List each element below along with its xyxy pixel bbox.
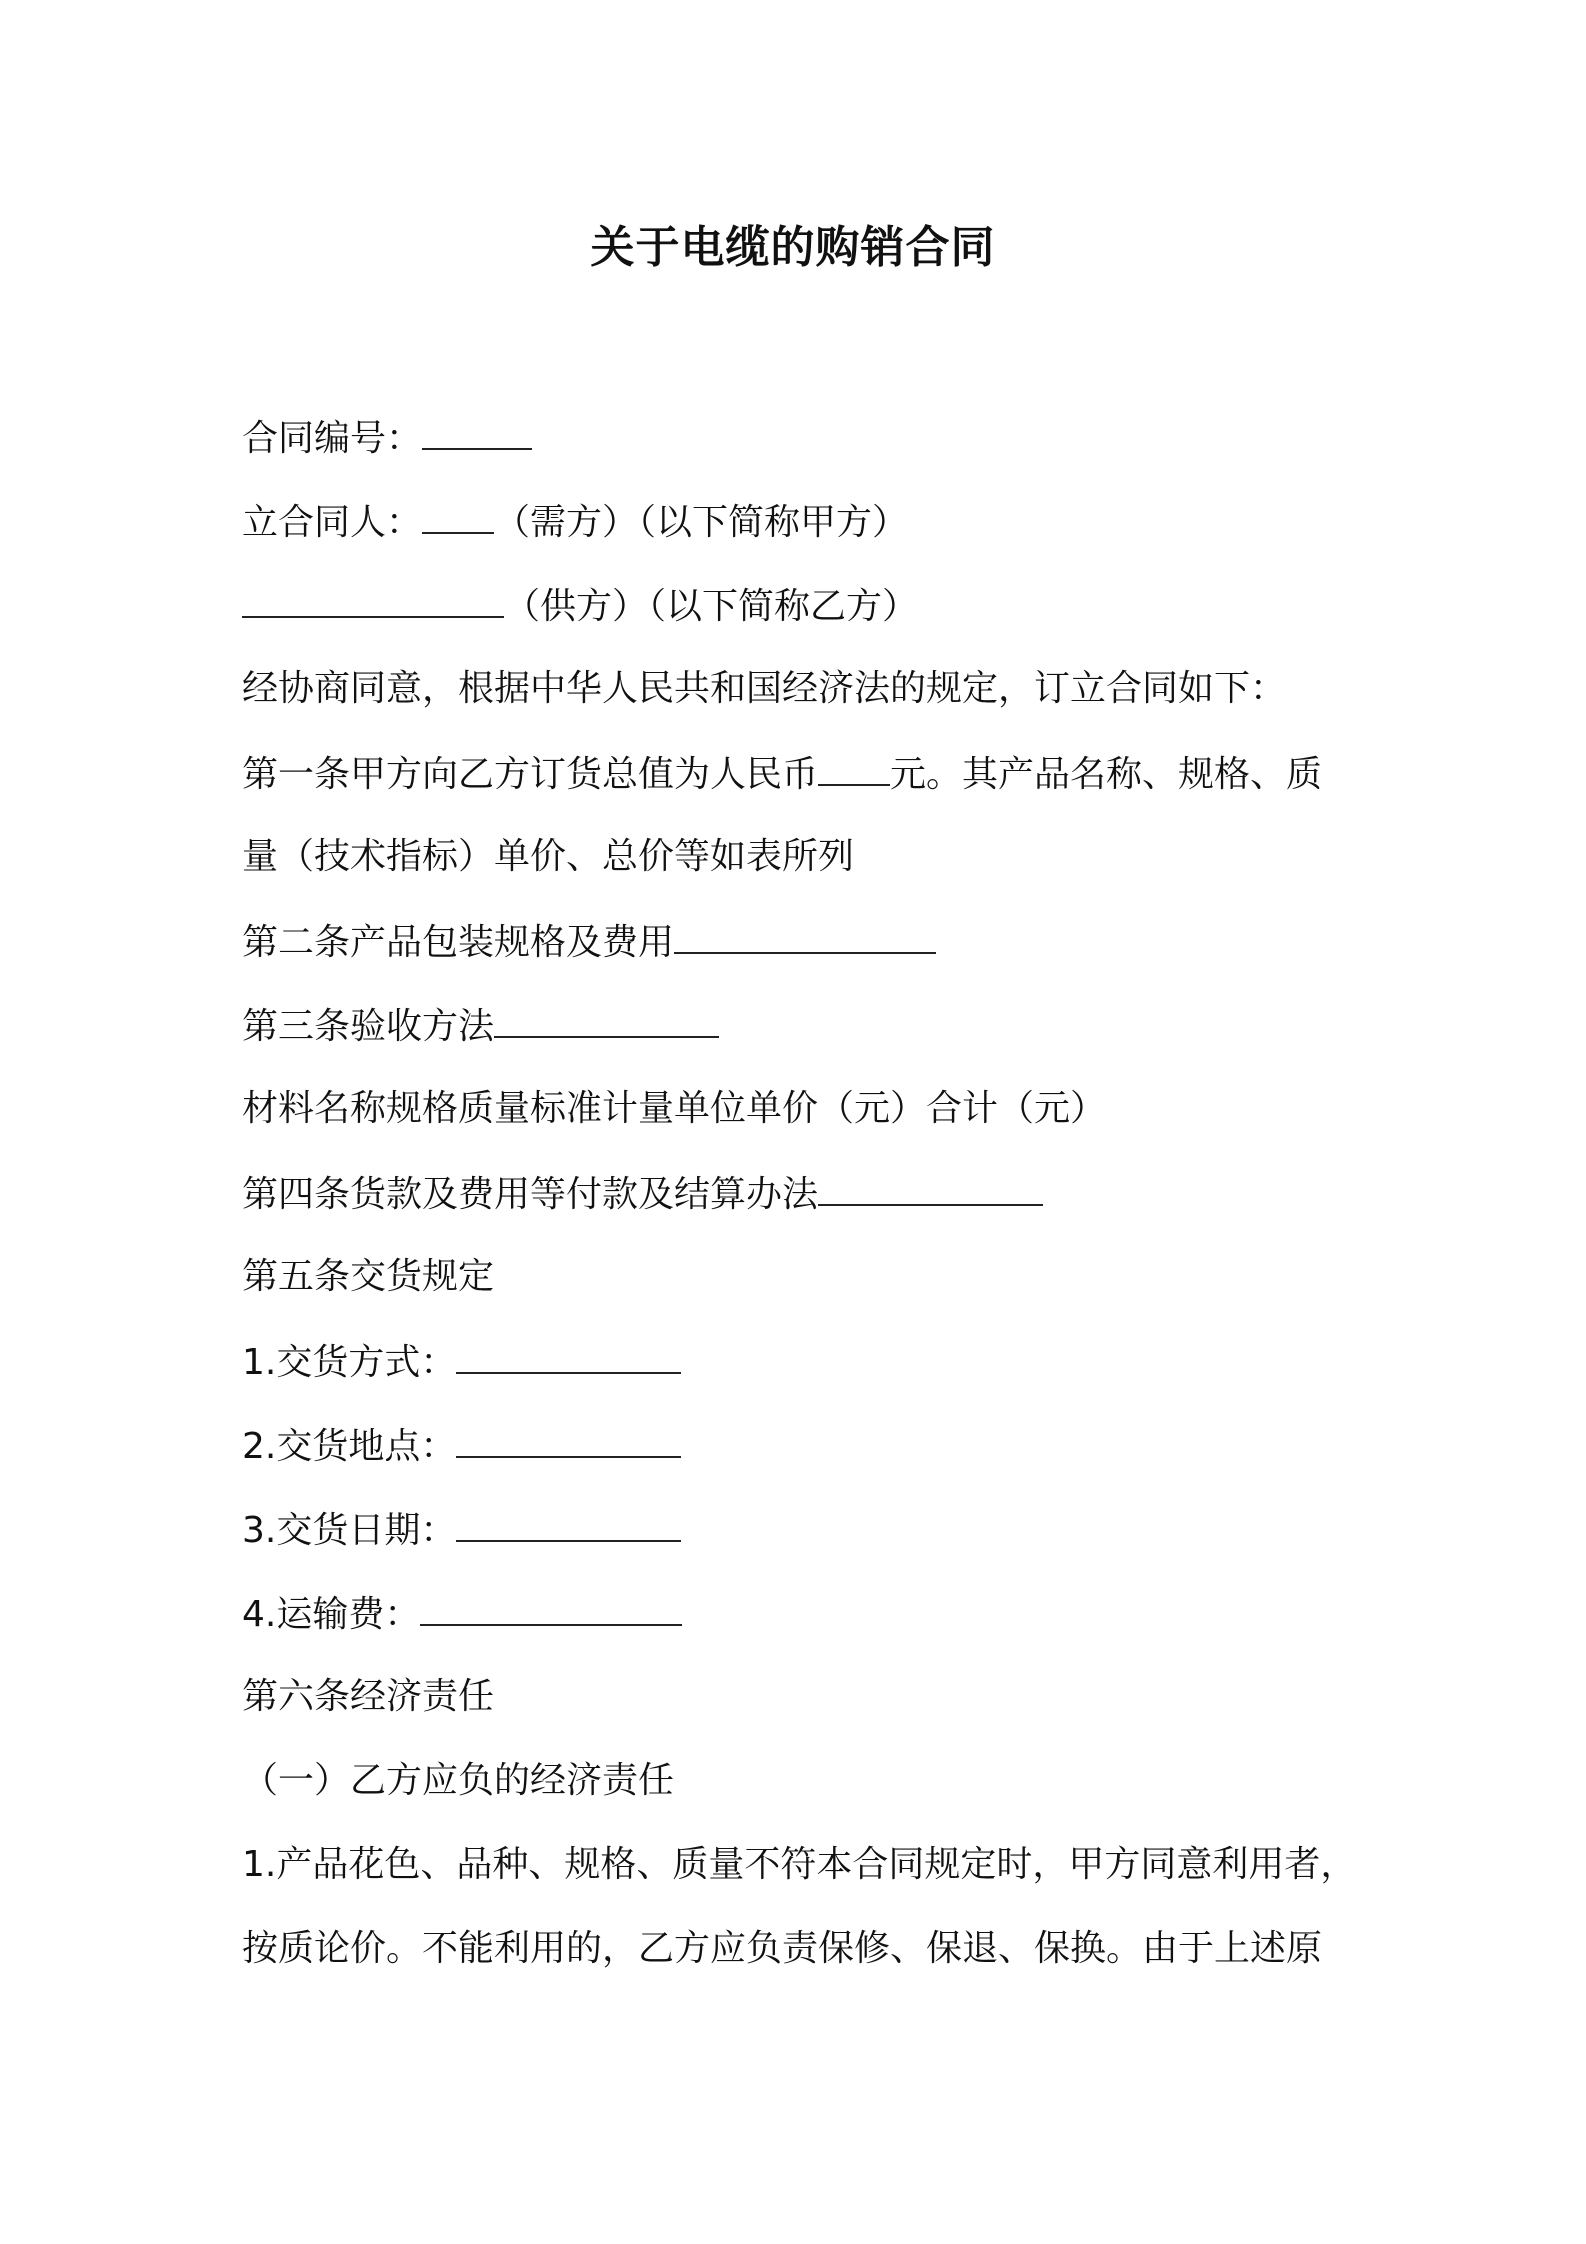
article-1-line [242,748,1322,800]
line-text: 4.运输费： [242,1594,421,1635]
article-1-continuation [242,832,854,882]
fill-blank [456,1420,681,1458]
delivery-location-line [242,1420,681,1472]
fill-blank [494,1000,719,1038]
line-text: 第四条货款及费用等付款及结算办法 [242,1174,819,1215]
line-text-after: （需方）（以下简称甲方） [494,502,909,543]
line-text: 经协商同意，根据中华人民共和国经济法的规定，订立合同如下： [242,668,1287,709]
contract-number-line [242,412,532,464]
line-text: 1.产品花色、品种、规格、质量不符本合同规定时，甲方同意利用者， [242,1844,1357,1885]
line-text-after: 元。其产品名称、规格、质 [890,754,1323,795]
line-text-after: （供方）（以下简称乙方） [504,586,919,627]
line-text: 第一条甲方向乙方订货总值为人民币 [242,754,819,795]
fill-blank [422,496,494,534]
fill-blank [456,1336,681,1374]
fill-blank [818,1168,1043,1206]
document-title: 关于电缆的购销合同 [590,222,996,273]
line-text: 第三条验收方法 [242,1006,495,1047]
supplier-party-line [242,580,918,632]
line-text: 量（技术指标）单价、总价等如表所列 [242,836,855,877]
article-6-line [242,1672,494,1722]
delivery-method-line [242,1336,681,1388]
line-text: 合同编号： [242,418,423,459]
liability-item-1-continuation [242,1924,1322,1974]
fill-blank [422,412,532,450]
fill-blank [242,580,504,618]
delivery-date-line [242,1504,681,1556]
fill-blank [456,1504,681,1542]
article-5-line [242,1252,494,1302]
fill-blank [818,748,890,786]
transport-fee-line [242,1588,682,1640]
agreement-intro-line [242,664,1286,714]
material-table-header-line [242,1084,1106,1134]
line-text: 第二条产品包装规格及费用 [242,922,675,963]
liability-item-1-line [242,1840,1356,1890]
line-text: （一）乙方应负的经济责任 [242,1760,675,1801]
article-3-line [242,1000,719,1052]
line-text: 3.交货日期： [242,1510,457,1551]
line-text: 1.交货方式： [242,1342,457,1383]
line-text: 按质论价。不能利用的，乙方应负责保修、保退、保换。由于上述原 [242,1928,1323,1969]
line-text: 立合同人： [242,502,423,543]
line-text: 材料名称规格质量标准计量单位单价（元）合计（元） [242,1088,1107,1129]
line-text: 2.交货地点： [242,1426,457,1467]
article-4-line [242,1168,1043,1220]
line-text: 第六条经济责任 [242,1676,495,1717]
article-2-line [242,916,936,968]
fill-blank [420,1588,682,1626]
party-b-liability-heading [242,1756,674,1806]
fill-blank [674,916,936,954]
line-text: 第五条交货规定 [242,1256,495,1297]
contracting-party-line [242,496,908,548]
